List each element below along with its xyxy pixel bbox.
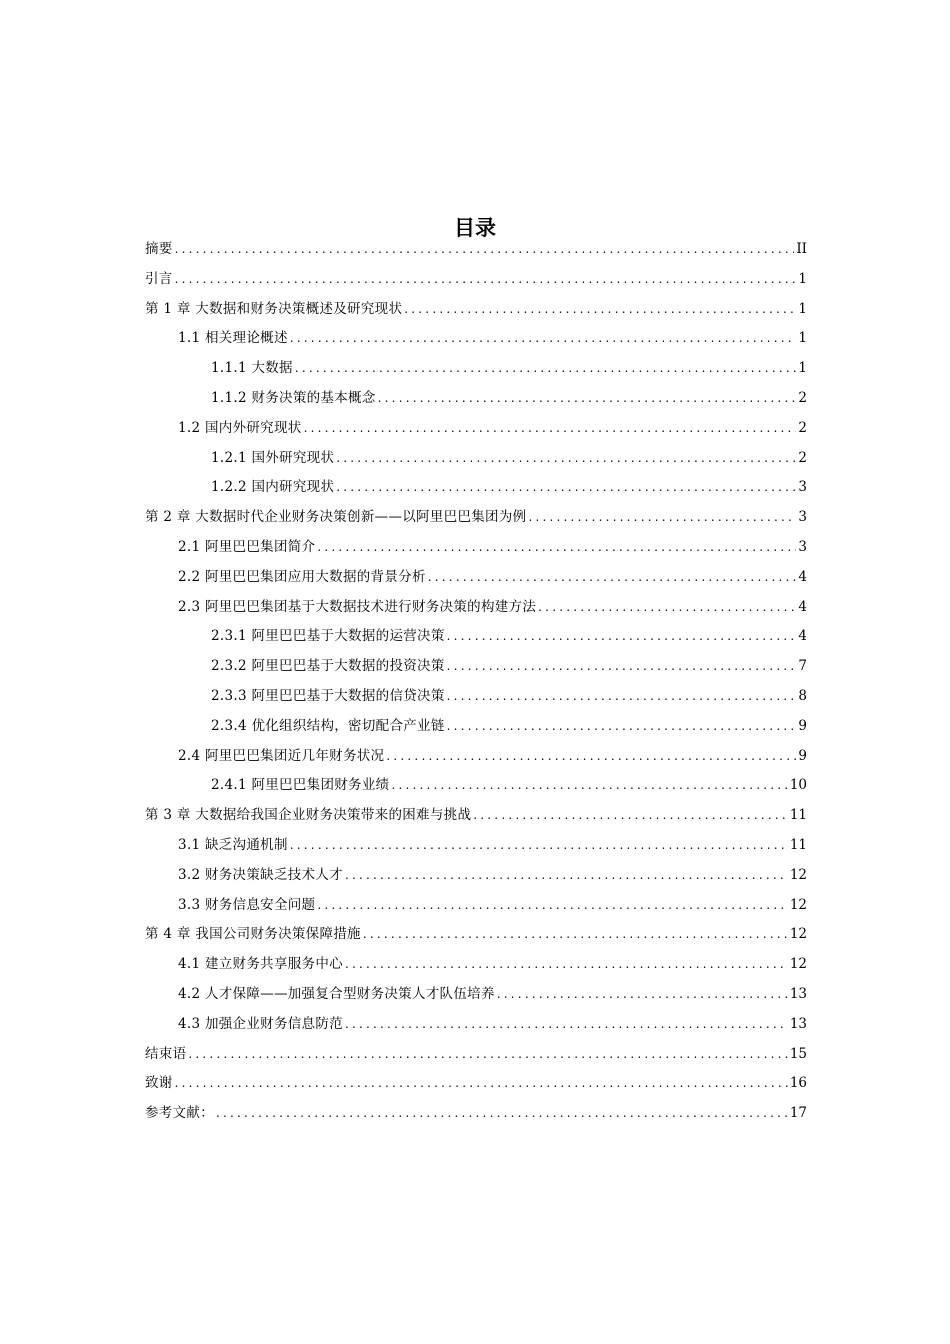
toc-entry-page-number: 8 xyxy=(798,687,807,704)
toc-entry[interactable] xyxy=(145,1069,807,1099)
toc-entry[interactable] xyxy=(145,384,807,414)
toc-entry[interactable] xyxy=(145,503,807,533)
toc-entry[interactable] xyxy=(145,354,807,384)
toc-entry[interactable] xyxy=(145,831,807,861)
toc-entry[interactable] xyxy=(145,622,807,652)
toc-entry-page-number: 15 xyxy=(789,1045,807,1062)
toc-entry-page-number: 10 xyxy=(789,777,807,794)
toc-entry-label: 2.4 阿里巴巴集团近几年财务状况 xyxy=(178,747,385,764)
toc-entry-label: 2.1 阿里巴巴集团简介 xyxy=(178,538,316,555)
toc-dot-leader xyxy=(345,861,788,891)
toc-entry[interactable] xyxy=(145,1099,807,1129)
toc-dot-leader xyxy=(473,801,788,831)
toc-entry-label: 4.2 人才保障——加强复合型财务决策人才队伍培养 xyxy=(178,985,495,1002)
toc-dot-leader xyxy=(317,533,796,563)
toc-entry[interactable] xyxy=(145,712,807,742)
toc-entry[interactable] xyxy=(145,920,807,950)
toc-entry[interactable] xyxy=(145,473,807,503)
toc-entry-page-number: 12 xyxy=(789,866,807,883)
toc-dot-leader xyxy=(345,1010,788,1040)
toc-entry-label: 2.3.3 阿里巴巴基于大数据的信贷决策 xyxy=(211,687,445,704)
toc-entry-label: 2.3 阿里巴巴集团基于大数据技术进行财务决策的构建方法 xyxy=(178,598,537,615)
toc-entry-label: 3.3 财务信息安全问题 xyxy=(178,896,316,913)
toc-entry[interactable] xyxy=(145,801,807,831)
toc-entry-label: 第 4 章 我国公司财务决策保障措施 xyxy=(145,926,361,943)
toc-entry-page-number: 12 xyxy=(789,926,807,943)
toc-entry-label: 3.1 缺乏沟通机制 xyxy=(178,836,288,853)
table-of-contents xyxy=(145,235,807,1129)
toc-entry-page-number: 1 xyxy=(798,330,807,347)
toc-entry[interactable] xyxy=(145,265,807,295)
toc-entry-label: 1.2.2 国内研究现状 xyxy=(211,479,335,496)
toc-entry-page-number: 11 xyxy=(789,836,807,853)
toc-entry-label: 1.1.2 财务决策的基本概念 xyxy=(211,389,376,406)
toc-entry-label: 第 1 章 大数据和财务决策概述及研究现状 xyxy=(145,300,403,317)
toc-dot-leader xyxy=(175,1069,788,1099)
toc-entry[interactable] xyxy=(145,324,807,354)
toc-entry-page-number: 2 xyxy=(798,389,807,406)
toc-entry-label: 1.2 国内外研究现状 xyxy=(178,419,302,436)
toc-entry-page-number: 13 xyxy=(789,985,807,1002)
toc-entry[interactable] xyxy=(145,891,807,921)
toc-entry-page-number: 3 xyxy=(798,509,807,526)
toc-entry-label: 引言 xyxy=(145,270,173,287)
toc-entry[interactable] xyxy=(145,295,807,325)
toc-entry[interactable] xyxy=(145,235,807,265)
toc-entry[interactable] xyxy=(145,1040,807,1070)
toc-dot-leader xyxy=(317,891,787,921)
toc-entry[interactable] xyxy=(145,771,807,801)
toc-entry[interactable] xyxy=(145,652,807,682)
toc-entry-label: 摘要 xyxy=(145,241,173,257)
toc-dot-leader xyxy=(363,920,788,950)
page-title: 目录 xyxy=(454,216,496,241)
toc-entry-label: 1.2.1 国外研究现状 xyxy=(211,449,335,466)
toc-dot-leader xyxy=(295,354,797,384)
toc-dot-leader xyxy=(404,295,796,325)
toc-dot-leader xyxy=(216,1099,788,1129)
toc-entry-page-number: 11 xyxy=(789,807,807,824)
toc-entry-page-number: 2 xyxy=(798,419,807,436)
toc-entry-label: 第 2 章 大数据时代企业财务决策创新——以阿里巴巴集团为例 xyxy=(145,509,527,526)
toc-entry[interactable] xyxy=(145,563,807,593)
toc-entry[interactable] xyxy=(145,980,807,1010)
toc-dot-leader xyxy=(447,622,797,652)
toc-dot-leader xyxy=(336,473,796,503)
toc-dot-leader xyxy=(175,265,797,295)
toc-entry-page-number: 4 xyxy=(798,568,807,585)
toc-dot-leader xyxy=(447,652,797,682)
toc-entry-page-number: 2 xyxy=(798,449,807,466)
toc-dot-leader xyxy=(345,950,788,980)
toc-dot-leader xyxy=(391,771,787,801)
toc-entry-label: 3.2 财务决策缺乏技术人才 xyxy=(178,866,343,883)
toc-entry[interactable] xyxy=(145,414,807,444)
toc-entry[interactable] xyxy=(145,1010,807,1040)
toc-entry-label: 2.3.1 阿里巴巴基于大数据的运营决策 xyxy=(211,628,445,645)
toc-dot-leader xyxy=(290,324,797,354)
toc-entry-label: 2.4.1 阿里巴巴集团财务业绩 xyxy=(211,777,390,794)
toc-entry-page-number: 1 xyxy=(798,360,807,377)
toc-entry-label: 4.1 建立财务共享服务中心 xyxy=(178,956,343,973)
toc-entry-label: 4.3 加强企业财务信息防范 xyxy=(178,1015,343,1032)
toc-entry-label: 第 3 章 大数据给我国企业财务决策带来的困难与挑战 xyxy=(145,807,472,824)
toc-entry-label: 1.1.1 大数据 xyxy=(211,360,293,377)
toc-dot-leader xyxy=(447,682,797,712)
toc-entry-page-number: 1 xyxy=(798,270,807,287)
toc-dot-leader xyxy=(386,742,796,772)
toc-entry[interactable] xyxy=(145,861,807,891)
toc-dot-leader xyxy=(188,1040,787,1070)
toc-dot-leader xyxy=(538,593,796,623)
toc-entry-label: 2.2 阿里巴巴集团应用大数据的背景分析 xyxy=(178,568,426,585)
toc-dot-leader xyxy=(447,712,797,742)
toc-dot-leader xyxy=(336,444,796,474)
toc-entry-page-number: 3 xyxy=(798,479,807,496)
toc-entry-page-number: 12 xyxy=(789,956,807,973)
toc-dot-leader xyxy=(528,503,796,533)
toc-entry[interactable] xyxy=(145,593,807,623)
toc-entry-page-number: 4 xyxy=(798,598,807,615)
toc-entry-label: 参考文献： xyxy=(145,1105,214,1122)
toc-entry-page-number: 4 xyxy=(798,628,807,645)
toc-entry-label: 1.1 相关理论概述 xyxy=(178,330,288,347)
toc-dot-leader xyxy=(497,980,788,1010)
toc-entry-label: 致谢 xyxy=(145,1075,173,1092)
toc-entry-page-number: 17 xyxy=(789,1105,807,1122)
toc-dot-leader xyxy=(378,384,797,414)
toc-entry-label: 2.3.4 优化组织结构，密切配合产业链 xyxy=(211,717,445,734)
toc-entry-page-number: 3 xyxy=(798,538,807,555)
toc-entry[interactable] xyxy=(145,533,807,563)
toc-entry[interactable] xyxy=(145,742,807,772)
toc-entry-page-number: 12 xyxy=(789,896,807,913)
toc-entry-page-number: 13 xyxy=(789,1015,807,1032)
toc-entry[interactable] xyxy=(145,682,807,712)
toc-dot-leader xyxy=(304,414,797,444)
toc-dot-leader xyxy=(175,235,795,265)
toc-entry-page-number: 9 xyxy=(798,717,807,734)
toc-entry-page-number: 7 xyxy=(798,658,807,675)
toc-entry[interactable] xyxy=(145,950,807,980)
toc-dot-leader xyxy=(290,831,788,861)
toc-entry-page-number: II xyxy=(796,241,807,257)
toc-entry-label: 2.3.2 阿里巴巴基于大数据的投资决策 xyxy=(211,658,445,675)
toc-entry-page-number: 1 xyxy=(798,300,807,317)
toc-entry-page-number: 16 xyxy=(789,1075,807,1092)
toc-entry[interactable] xyxy=(145,444,807,474)
toc-entry-label: 结束语 xyxy=(145,1045,187,1062)
toc-entry-page-number: 9 xyxy=(798,747,807,764)
toc-dot-leader xyxy=(428,563,797,593)
